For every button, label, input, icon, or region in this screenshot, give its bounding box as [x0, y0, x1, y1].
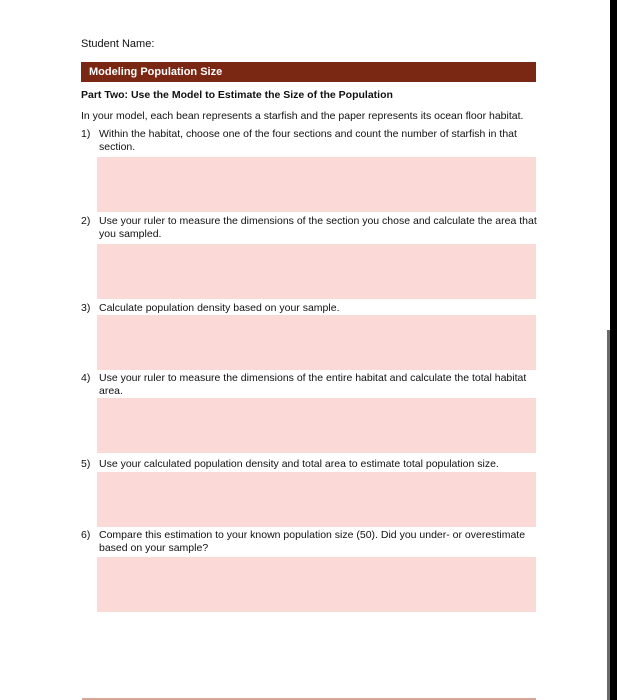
- question-6: [81, 529, 541, 555]
- screen-edge-bar: [610, 0, 617, 700]
- screen-edge-line: [607, 330, 610, 700]
- answer-box-4[interactable]: [97, 398, 536, 453]
- question-number: 1): [81, 128, 91, 140]
- question-text: Within the habitat, choose one of the four sections and count the number of starfish in that section.: [99, 128, 517, 153]
- question-number: 5): [81, 458, 91, 470]
- answer-box-3[interactable]: [97, 315, 536, 370]
- question-1: [81, 128, 541, 154]
- question-number: 4): [81, 372, 91, 384]
- student-name-label: Student Name:: [81, 38, 155, 50]
- question-text: Compare this estimation to your known population size (50). Did you under- or overestimate based on your sample?: [99, 529, 526, 554]
- answer-box-6[interactable]: [97, 557, 536, 612]
- question-text: Use your ruler to measure the dimensions of the entire habitat and calculate the total habitat area.: [99, 372, 527, 397]
- model-intro-text: In your model, each bean represents a starfish and the paper represents its ocean floor habitat.: [81, 110, 524, 122]
- question-number: 3): [81, 302, 91, 314]
- answer-box-5[interactable]: [97, 472, 536, 527]
- question-3: [81, 302, 541, 315]
- answer-box-1[interactable]: [97, 157, 536, 212]
- answer-box-2[interactable]: [97, 244, 536, 299]
- question-5: [81, 458, 541, 471]
- question-number: 6): [81, 529, 91, 541]
- part-two-heading: Part Two: Use the Model to Estimate the Size of the Population: [81, 89, 393, 101]
- worksheet-title-banner: Modeling Population Size: [81, 62, 536, 82]
- question-4: [81, 372, 541, 398]
- question-2: [81, 215, 541, 241]
- question-number: 2): [81, 215, 91, 227]
- question-text: Use your ruler to measure the dimensions of the section you chose and calculate the area that you sampled.: [99, 215, 537, 240]
- question-text: Calculate population density based on your sample.: [99, 302, 340, 314]
- question-text: Use your calculated population density and total area to estimate total population size.: [99, 458, 499, 470]
